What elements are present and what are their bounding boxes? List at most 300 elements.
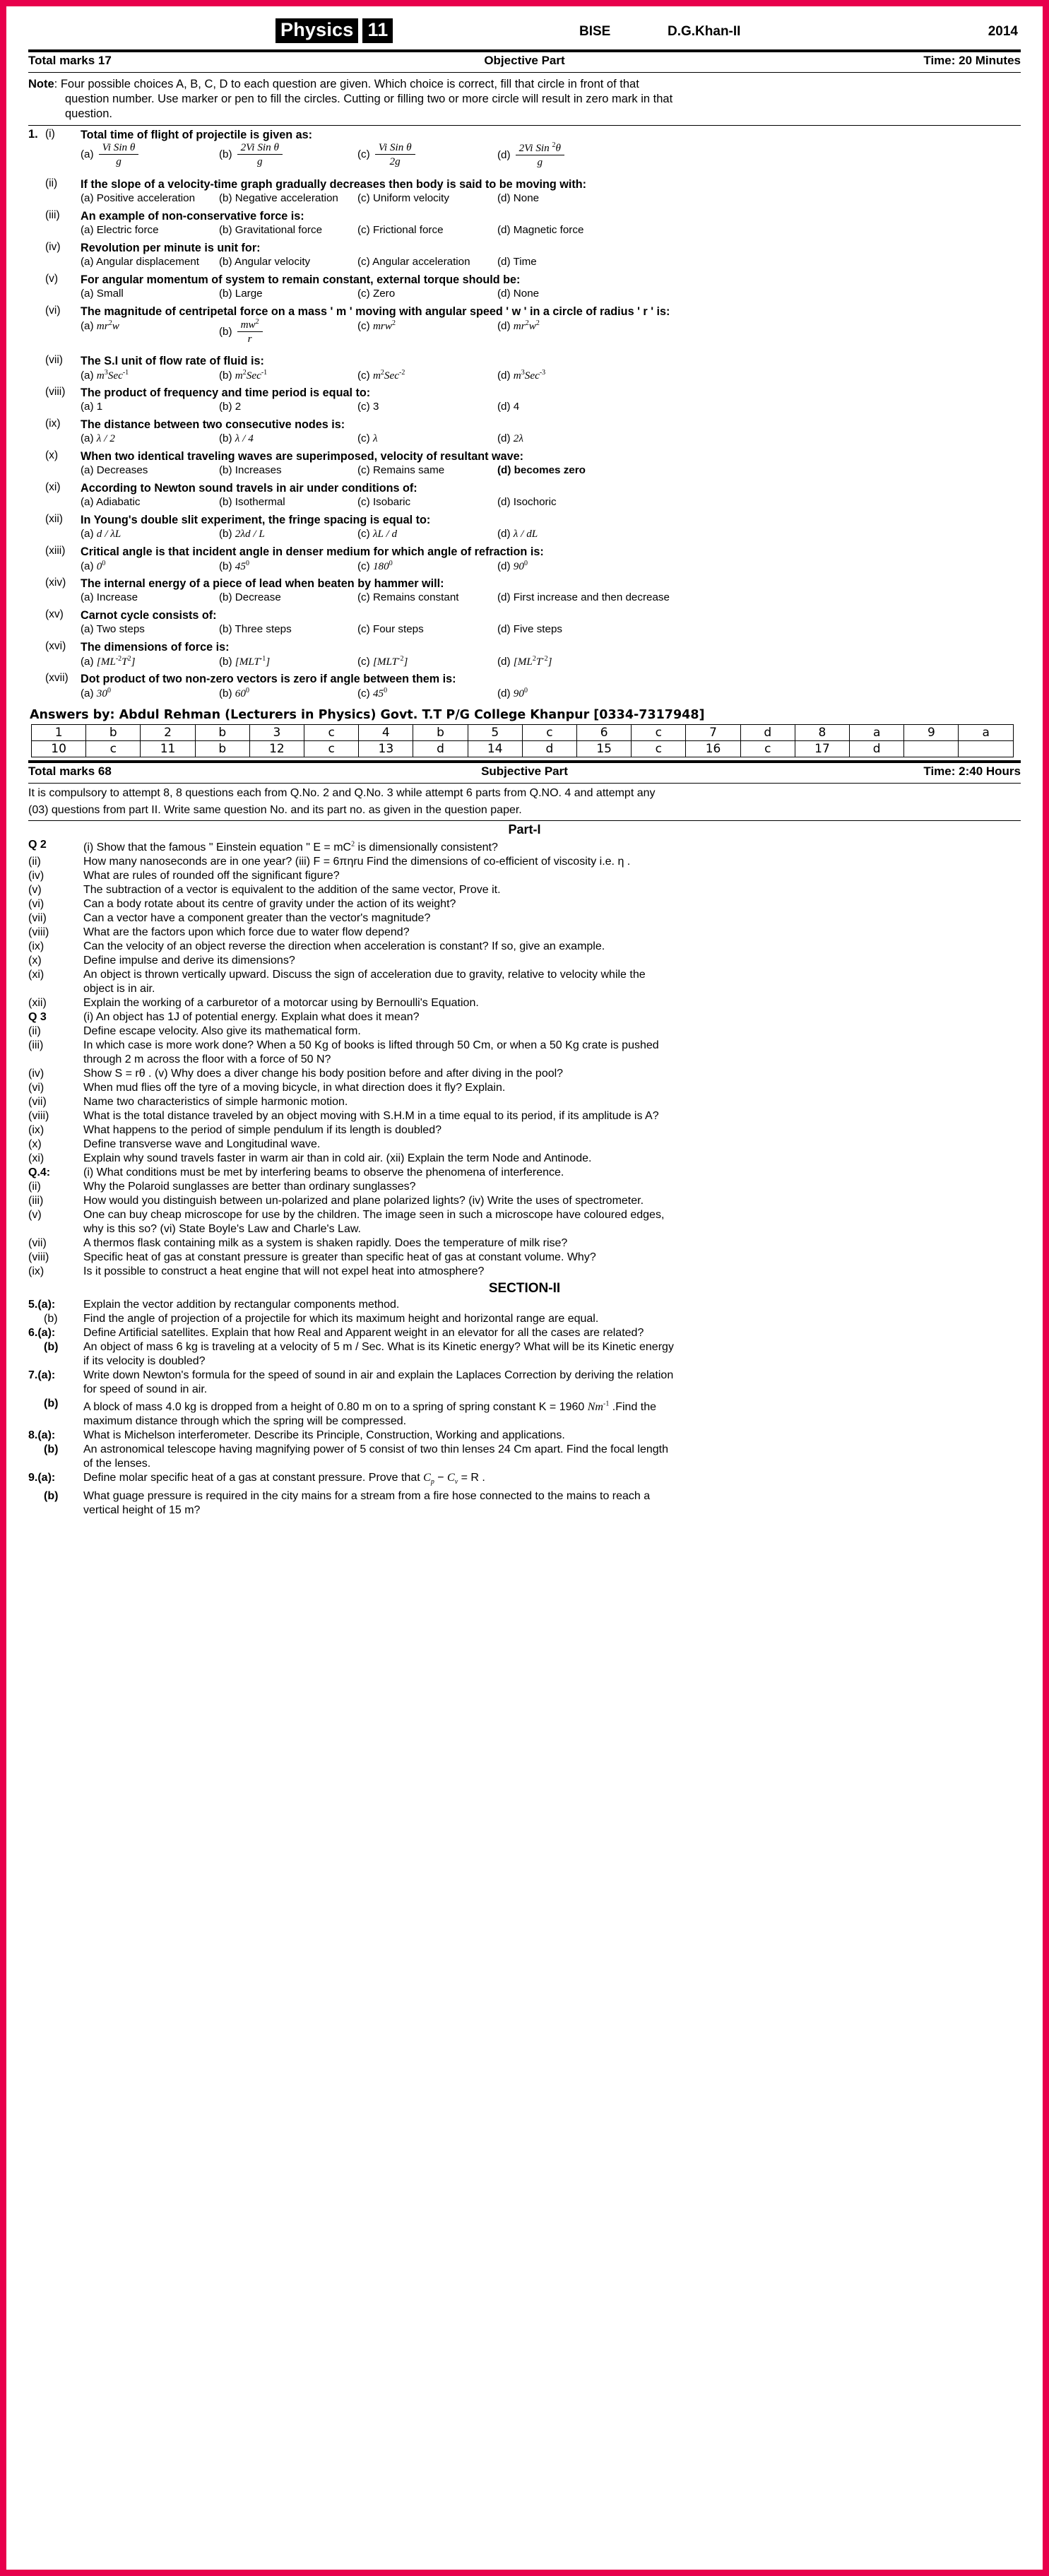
section2-item bbox=[28, 1471, 1021, 1489]
section2-item-tag: 6.(a): bbox=[28, 1327, 56, 1340]
mcq-option[interactable]: (b) $\frac{mw^2}{r}$ bbox=[219, 318, 263, 345]
answer-key-cell: b bbox=[195, 725, 249, 741]
mcq-option[interactable]: (a) $30^0$ bbox=[81, 687, 111, 700]
section2-item bbox=[28, 1457, 1021, 1471]
subjective-item bbox=[28, 1138, 1021, 1152]
part1-rule bbox=[28, 820, 1021, 821]
subjective-item-tag: (v) bbox=[28, 884, 42, 897]
mcq-question-text: Critical angle is that incident angle in denser medium for which angle of refraction is: bbox=[81, 545, 544, 558]
section2-item-tag: (b) bbox=[44, 1398, 59, 1410]
subjective-item-tag: (viii) bbox=[28, 1251, 49, 1264]
answer-key-row bbox=[32, 725, 1014, 741]
mcq-options bbox=[81, 401, 1021, 415]
subjective-item-text: (i) What conditions must be met by interfering beams to observe the phenomena of interference. bbox=[83, 1166, 564, 1179]
section2-item-tag: (b) bbox=[44, 1313, 58, 1325]
mcq-option[interactable]: (d) Time bbox=[497, 256, 537, 268]
answer-key-cell: b bbox=[195, 741, 249, 757]
subjective-item bbox=[28, 1081, 1021, 1095]
answer-key-cell: b bbox=[413, 725, 468, 741]
section2-item-text: Explain the vector addition by rectangular components method. bbox=[83, 1299, 400, 1311]
answer-key-cell: c bbox=[632, 741, 686, 757]
subjective-item-text: Define impulse and derive its dimensions? bbox=[83, 955, 295, 967]
mcq-question-text: The distance between two consecutive nodes is: bbox=[81, 418, 345, 431]
mcq-option[interactable]: (a) Small bbox=[81, 288, 124, 300]
subjective-item-text: Explain the working of a carburetor of a motorcar using by Bernoulli's Equation. bbox=[83, 997, 479, 1010]
year-label: 2014 bbox=[988, 24, 1018, 39]
answer-key-cell: 4 bbox=[359, 725, 413, 741]
subjective-item-text: Define escape velocity. Also give its mathematical form. bbox=[83, 1025, 361, 1038]
section2-item-tag: (b) bbox=[44, 1489, 59, 1502]
mcq-question bbox=[28, 273, 1021, 302]
mcq-question bbox=[28, 209, 1021, 239]
subjective-item-tag: (x) bbox=[28, 955, 42, 967]
mcq-question-text: An example of non-conservative force is: bbox=[81, 210, 304, 223]
mcq-options bbox=[81, 687, 1021, 702]
subjective-item-text: Name two characteristics of simple harmonic motion. bbox=[83, 1096, 348, 1109]
section2-item bbox=[28, 1340, 1021, 1354]
subjective-item-text: In which case is more work done? When a 50 Kg of books is lifted through 50 Cm, or when a 50 Kg crate is pushed bbox=[83, 1039, 659, 1052]
answer-key-cell bbox=[904, 741, 959, 757]
mcq-option[interactable]: (d) 2λ bbox=[497, 432, 523, 444]
subjective-rule bbox=[28, 783, 1021, 784]
subjective-item bbox=[28, 1067, 1021, 1081]
answer-key-cell: 9 bbox=[904, 725, 959, 741]
subjective-item-text: What happens to the period of simple pendulum if its length is doubled? bbox=[83, 1124, 441, 1137]
answer-key-cell: 10 bbox=[32, 741, 86, 757]
answer-key-cell: 6 bbox=[577, 725, 632, 741]
subjective-item-tag: (viii) bbox=[28, 926, 49, 939]
subjective-item-tag: (iii) bbox=[28, 1039, 44, 1052]
section2-heading: SECTION-II bbox=[488, 1281, 561, 1296]
answer-key-cell: 7 bbox=[686, 725, 740, 741]
mcq-option[interactable]: (c) $45^0$ bbox=[357, 687, 388, 700]
subjective-item-text: (i) Show that the famous " Einstein equation " $E = mC^2$ is dimensionally consistent? bbox=[83, 841, 498, 854]
subjective-item bbox=[28, 869, 1021, 883]
mcq-options bbox=[81, 623, 1021, 638]
mcq-options bbox=[81, 192, 1021, 207]
mcq-roman-number: (xv) bbox=[45, 608, 64, 620]
mcq-question-text: The dimensions of force is: bbox=[81, 641, 230, 654]
mcq-option[interactable]: (a) $\frac{\text{Vi Sin θ}}{g}$ bbox=[81, 141, 138, 167]
mcq-roman-number: (xvii) bbox=[45, 672, 69, 684]
subjective-item-tag: (viii) bbox=[28, 1110, 49, 1123]
section2-item bbox=[28, 1443, 1021, 1457]
district-label: D.G.Khan-II bbox=[668, 24, 741, 39]
mcq-option[interactable]: (b) Large bbox=[219, 288, 263, 300]
mcq-option[interactable]: (d) $mr^2w^2$ bbox=[497, 319, 540, 333]
mcq-options bbox=[81, 288, 1021, 302]
mcq-option[interactable]: (c) Zero bbox=[357, 288, 396, 300]
mcq-roman-number: (i) bbox=[45, 128, 55, 140]
answer-key-cell: a bbox=[959, 725, 1013, 741]
subjective-item bbox=[28, 1109, 1021, 1123]
mcq-option[interactable]: (c) Angular acceleration bbox=[357, 256, 470, 268]
mcq-option[interactable]: (a) Electric force bbox=[81, 224, 159, 236]
subjective-instruction-2: (03) questions from part II. Write same question No. and its part no. as given in the question paper. bbox=[28, 804, 522, 816]
subjective-item-tag: (iii) bbox=[28, 1195, 44, 1207]
subjective-item-text: Is it possible to construct a heat engine that will not expel heat into atmosphere? bbox=[83, 1265, 485, 1278]
mcq-option[interactable]: (b) Isothermal bbox=[219, 496, 285, 508]
section2-item-text: Write down Newton's formula for the speed of sound in air and explain the Laplaces Correction by deriving the relation bbox=[83, 1369, 674, 1382]
mcq-roman-number: (ii) bbox=[45, 177, 58, 189]
mcq-question bbox=[28, 241, 1021, 271]
subjective-item-text: (i) An object has 1J of potential energy. Explain what does it mean? bbox=[83, 1011, 420, 1024]
section2-questions bbox=[28, 1298, 1021, 1518]
mcq-option[interactable]: (d) $m^3Sec^{-3}$ bbox=[497, 369, 546, 382]
subjective-item-tag: Q 3 bbox=[28, 1011, 47, 1024]
mcq-option[interactable]: (c) $\frac{\text{Vi Sin θ}}{2g}$ bbox=[357, 141, 415, 167]
mcq-option[interactable]: (c) Frictional force bbox=[357, 224, 444, 236]
mcq-option[interactable]: (b) Decrease bbox=[219, 591, 281, 603]
note-bottom-rule bbox=[28, 125, 1021, 126]
paper-header bbox=[28, 17, 1021, 49]
subjective-item bbox=[28, 940, 1021, 954]
subjective-item bbox=[28, 1095, 1021, 1109]
subjective-item-tag: (xi) bbox=[28, 1152, 45, 1165]
answer-key-cell: c bbox=[522, 725, 576, 741]
answer-key-row bbox=[32, 741, 1014, 757]
subjective-item-text: Can the velocity of an object reverse the direction when acceleration is constant? If so, give an example. bbox=[83, 940, 605, 953]
mcq-roman-number: (x) bbox=[45, 449, 59, 461]
subjective-item-tag: (vii) bbox=[28, 1237, 47, 1250]
answer-key-cell: d bbox=[740, 725, 795, 741]
mcq-main-number: 1. bbox=[28, 128, 38, 141]
section2-item-text: Define Artificial satellites. Explain that how Real and Apparent weight in an elevator for all the cases are related? bbox=[83, 1327, 644, 1340]
section2-item-text: An astronomical telescope having magnifying power of 5 consist of two thin lenses 24 Cm apart. Find the focal length bbox=[83, 1443, 669, 1455]
mcq-option[interactable]: (c) Uniform velocity bbox=[357, 192, 449, 204]
mcq-option[interactable]: (a) Decreases bbox=[81, 464, 148, 476]
subjective-item-text: A thermos flask containing milk as a system is shaken rapidly. Does the temperature of milk rise? bbox=[83, 1237, 568, 1250]
subject-badge bbox=[275, 18, 393, 43]
section2-item bbox=[28, 1312, 1021, 1326]
mcq-option[interactable]: (b) 2λd / L bbox=[219, 528, 265, 540]
mcq-option[interactable]: (d) $90^0$ bbox=[497, 560, 528, 573]
subjective-item-text: Specific heat of gas at constant pressure is greater than specific heat of gas at constant volume. Why? bbox=[83, 1251, 596, 1264]
mcq-option[interactable]: (c) $180^0$ bbox=[357, 560, 393, 573]
subjective-item bbox=[28, 1152, 1021, 1166]
subjective-item bbox=[28, 1265, 1021, 1279]
mcq-roman-number: (xvi) bbox=[45, 640, 66, 652]
mcq-option[interactable]: (d) 4 bbox=[497, 401, 520, 413]
note-line-2: question number. Use marker or pen to fill the circles. Cutting or filling two or more circle will result in zero mark in that bbox=[65, 93, 673, 105]
subjective-item-text: Show S = rθ . (v) Why does a diver change his body position before and after diving in the pool? bbox=[83, 1068, 564, 1080]
subjective-item bbox=[28, 1236, 1021, 1251]
subjective-item bbox=[28, 1053, 1021, 1067]
mcq-option[interactable]: (a) Positive acceleration bbox=[81, 192, 196, 204]
answer-key-cell: c bbox=[304, 741, 359, 757]
mcq-option[interactable]: (b) $m^2Sec^{-1}$ bbox=[219, 369, 268, 382]
subjective-item-tag: (vi) bbox=[28, 898, 45, 911]
note-line-1: : Four possible choices A, B, C, D to each question are given. Which choice is correct, fill that circle in front of that bbox=[54, 78, 639, 90]
section2-item-text: Find the angle of projection of a projectile for which its maximum height and horizontal range are equal. bbox=[83, 1313, 599, 1325]
mcq-option[interactable]: (d) First increase and then decrease bbox=[497, 591, 670, 603]
mcq-option[interactable]: (c) mrw$^2$ bbox=[357, 319, 396, 333]
mcq-question bbox=[28, 608, 1021, 638]
mcq-option[interactable]: (d) λ / dL bbox=[497, 528, 538, 540]
class-label: 11 bbox=[362, 18, 393, 43]
subjective-divider bbox=[28, 760, 1021, 763]
mcq-option[interactable]: (a) $0^0$ bbox=[81, 560, 106, 573]
answer-key-cell: 3 bbox=[249, 725, 304, 741]
section2-item bbox=[28, 1489, 1021, 1503]
mcq-question bbox=[28, 513, 1021, 543]
answer-key-cell: c bbox=[740, 741, 795, 757]
mcq-question-text: Revolution per minute is unit for: bbox=[81, 242, 261, 254]
subjective-item bbox=[28, 883, 1021, 897]
subjective-item-text: When mud flies off the tyre of a moving bicycle, in what direction does it fly? Explain. bbox=[83, 1082, 506, 1094]
mcq-question-text: Carnot cycle consists of: bbox=[81, 609, 217, 622]
mcq-option[interactable]: (d) $90^0$ bbox=[497, 687, 528, 700]
mcq-option[interactable]: (b) λ / 4 bbox=[219, 432, 254, 444]
answer-key-cell: 1 bbox=[32, 725, 86, 741]
mcq-roman-number: (vi) bbox=[45, 305, 61, 317]
mcq-option[interactable]: (a) Adiabatic bbox=[81, 496, 141, 508]
mcq-option[interactable]: (b) $\frac{\text{2Vi Sin θ}}{g}$ bbox=[219, 141, 283, 167]
subjective-item bbox=[28, 1222, 1021, 1236]
mcq-option[interactable]: (b) Angular velocity bbox=[219, 256, 311, 268]
mcq-roman-number: (ix) bbox=[45, 418, 61, 430]
subjective-item bbox=[28, 897, 1021, 911]
mcq-option[interactable]: (c) λ bbox=[357, 432, 378, 444]
subjective-item-text: Can a body rotate about its centre of gravity under the action of its weight? bbox=[83, 898, 456, 911]
subjective-item bbox=[28, 926, 1021, 940]
section2-item-tag: (b) bbox=[44, 1341, 59, 1354]
mcq-option[interactable]: (b) $[MLT^{-1}]$ bbox=[219, 655, 271, 668]
subjective-total-marks: Total marks 68 bbox=[28, 764, 112, 778]
mcq-option[interactable]: (b) Three steps bbox=[219, 623, 292, 635]
mcq-question-text: The product of frequency and time period is equal to: bbox=[81, 386, 371, 399]
mcq-options bbox=[81, 369, 1021, 384]
mcq-question bbox=[28, 577, 1021, 606]
subjective-item-text: An object is thrown vertically upward. Discuss the sign of acceleration due to gravity, relative to velocity while the bbox=[83, 969, 646, 981]
mcq-question-text: The magnitude of centripetal force on a mass ' m ' moving with angular speed ' w ' in a circle of radius ' r ' is: bbox=[81, 305, 670, 318]
subjective-item-text: through 2 m across the floor with a force of 50 N? bbox=[83, 1053, 331, 1066]
section2-item-text: vertical height of 15 m? bbox=[83, 1503, 201, 1516]
section2-item-text: of the lenses. bbox=[83, 1457, 151, 1470]
section2-item-text: What guage pressure is required in the city mains for a stream from a fire hose connected to the mains to reach a bbox=[83, 1489, 651, 1502]
mcq-option[interactable]: (d) Magnetic force bbox=[497, 224, 584, 236]
mcq-option[interactable]: (d) $\frac{2Vi Sin ^2\theta}{g}$ bbox=[497, 141, 564, 168]
objective-time: Time: 20 Minutes bbox=[923, 54, 1021, 67]
answer-key-cell: c bbox=[632, 725, 686, 741]
answer-key-cell: d bbox=[522, 741, 576, 757]
subject-label: Physics bbox=[275, 18, 358, 43]
mcq-question-text: Dot product of two non-zero vectors is zero if angle between them is: bbox=[81, 673, 456, 685]
subjective-item-tag: (ix) bbox=[28, 1124, 45, 1137]
subjective-item-tag: (vii) bbox=[28, 1096, 47, 1109]
mcq-option[interactable]: (d) Isochoric bbox=[497, 496, 557, 508]
answer-key-cell bbox=[959, 741, 1013, 757]
answer-key-cell: 14 bbox=[468, 741, 522, 757]
subjective-item-tag: (iv) bbox=[28, 1068, 45, 1080]
subjective-item bbox=[28, 911, 1021, 926]
subjective-item-tag: (xii) bbox=[28, 997, 47, 1010]
note-label: Note bbox=[28, 78, 54, 90]
subjective-item-tag: Q.4: bbox=[28, 1166, 51, 1179]
mcq-question-text: The S.I unit of flow rate of fluid is: bbox=[81, 355, 264, 367]
subjective-item-text: Define transverse wave and Longitudinal wave. bbox=[83, 1138, 321, 1151]
answer-key-cell: 8 bbox=[795, 725, 849, 741]
section2-item-tag: 9.(a): bbox=[28, 1471, 56, 1484]
subjective-item bbox=[28, 996, 1021, 1010]
subjective-item-tag: (ix) bbox=[28, 940, 45, 953]
subjective-questions bbox=[28, 838, 1021, 1279]
mcq-option[interactable]: (a) d / λL bbox=[81, 528, 122, 540]
mcq-roman-number: (vii) bbox=[45, 354, 63, 366]
subjective-item bbox=[28, 1010, 1021, 1024]
mcq-roman-number: (iv) bbox=[45, 241, 61, 253]
answer-key-cell: 11 bbox=[141, 741, 195, 757]
answer-key-cell: 13 bbox=[359, 741, 413, 757]
mcq-options bbox=[81, 560, 1021, 574]
mcq-question-text: According to Newton sound travels in air under conditions of: bbox=[81, 482, 417, 495]
answer-key-table bbox=[31, 724, 1014, 757]
mcq-option[interactable]: (c) Four steps bbox=[357, 623, 424, 635]
mcq-option[interactable]: (b) Gravitational force bbox=[219, 224, 323, 236]
subjective-item-tag: (xi) bbox=[28, 969, 45, 981]
note-block bbox=[28, 74, 1021, 124]
answer-key-cell: d bbox=[850, 741, 904, 757]
subjective-item-tag: (ii) bbox=[28, 856, 41, 868]
mcq-option[interactable]: (a) λ / 2 bbox=[81, 432, 115, 444]
subjective-item bbox=[28, 1039, 1021, 1053]
answers-credit: Answers by: Abdul Rehman (Lecturers in Physics) Govt. T.T P/G College Khanpur [0334-7317948] bbox=[30, 708, 705, 722]
subjective-item bbox=[28, 838, 1021, 855]
section2-item bbox=[28, 1429, 1021, 1443]
mcq-option[interactable]: (a) Two steps bbox=[81, 623, 145, 635]
answer-key-cell: c bbox=[86, 741, 141, 757]
section2-item bbox=[28, 1298, 1021, 1312]
note-line-3: question. bbox=[65, 107, 112, 120]
mcq-option[interactable]: (b) $45^0$ bbox=[219, 560, 249, 573]
mcq-option[interactable]: (a) Increase bbox=[81, 591, 138, 603]
subjective-time: Time: 2:40 Hours bbox=[923, 764, 1021, 778]
section2-item-text: maximum distance through which the spring will be compressed. bbox=[83, 1414, 407, 1427]
subjective-item bbox=[28, 1166, 1021, 1180]
mcq-options bbox=[81, 224, 1021, 239]
objective-info-band bbox=[28, 54, 1021, 71]
section2-item-text: An object of mass 6 kg is traveling at a velocity of 5 m / Sec. What is its Kinetic energy? What will be its Kinetic energy bbox=[83, 1341, 674, 1354]
mcq-option[interactable]: (a) $[ML^{-2}T^2]$ bbox=[81, 655, 136, 668]
mcq-option[interactable]: (a) Angular displacement bbox=[81, 256, 199, 268]
answer-key-cell: d bbox=[413, 741, 468, 757]
section2-item-tag: 8.(a): bbox=[28, 1429, 56, 1441]
subjective-instruction-1: It is compulsory to attempt 8, 8 questions each from Q.No. 2 and Q.No. 3 while attempt 6 parts from Q.NO. 4 and attempt any bbox=[28, 787, 656, 799]
answer-key-cell: b bbox=[86, 725, 141, 741]
subjective-item bbox=[28, 855, 1021, 869]
section2-item-text: What is Michelson interferometer. Describe its Principle, Construction, Working and applications. bbox=[83, 1429, 565, 1441]
mcq-question bbox=[28, 481, 1021, 511]
header-divider bbox=[28, 49, 1021, 52]
part1-heading: Part-I bbox=[508, 822, 541, 837]
section2-item-tag: (b) bbox=[44, 1443, 59, 1455]
section2-item bbox=[28, 1354, 1021, 1369]
mcq-option[interactable]: (b) $60^0$ bbox=[219, 687, 249, 700]
exam-paper-sheet bbox=[13, 13, 1036, 2563]
subjective-item-tag: Q 2 bbox=[28, 839, 47, 851]
mcq-option[interactable]: (c) 3 bbox=[357, 401, 379, 413]
mcq-option[interactable]: (b) Increases bbox=[219, 464, 282, 476]
mcq-option[interactable]: (a) $mr^2w$ bbox=[81, 319, 119, 333]
mcq-roman-number: (v) bbox=[45, 273, 59, 285]
mcq-option[interactable]: (b) Negative acceleration bbox=[219, 192, 338, 204]
subjective-item-text: One can buy cheap microscope for use by the children. The image seen in such a microscope have coloured edges, bbox=[83, 1209, 665, 1222]
answer-key-cell: 17 bbox=[795, 741, 849, 757]
mcq-option[interactable]: (a) 1 bbox=[81, 401, 103, 413]
mcq-options bbox=[81, 655, 1021, 670]
answer-key-cell: a bbox=[850, 725, 904, 741]
answer-key-cell: 16 bbox=[686, 741, 740, 757]
subjective-item bbox=[28, 1251, 1021, 1265]
section2-item-tag: 7.(a): bbox=[28, 1369, 56, 1382]
mcq-question bbox=[28, 354, 1021, 384]
subjective-item bbox=[28, 982, 1021, 996]
mcq-option[interactable]: (a) $m^3Sec^{-1}$ bbox=[81, 369, 129, 382]
mcq-options bbox=[81, 496, 1021, 511]
mcq-option[interactable]: (d) None bbox=[497, 288, 540, 300]
mcq-option[interactable]: (c) λL / d bbox=[357, 528, 398, 540]
subjective-item-text: Why the Polaroid sunglasses are better than ordinary sunglasses? bbox=[83, 1181, 416, 1193]
answer-key-cell: 12 bbox=[249, 741, 304, 757]
mcq-question bbox=[28, 418, 1021, 447]
mcq-options bbox=[81, 256, 1021, 271]
subjective-part-label: Subjective Part bbox=[481, 764, 568, 778]
mcq-option[interactable]: (c) Isobaric bbox=[357, 496, 411, 508]
mcq-options bbox=[81, 432, 1021, 447]
mcq-options bbox=[81, 143, 1021, 175]
mcq-option[interactable]: (b) 2 bbox=[219, 401, 242, 413]
section2-item bbox=[28, 1397, 1021, 1414]
objective-part-label: Objective Part bbox=[484, 54, 565, 67]
subjective-info-band bbox=[28, 764, 1021, 781]
subjective-item-text: What is the total distance traveled by an object moving with S.H.M in a time equal to its period, if its amplitude is A? bbox=[83, 1110, 659, 1123]
subjective-item-tag: (iv) bbox=[28, 870, 45, 882]
mcq-option[interactable]: (d) None bbox=[497, 192, 540, 204]
mcq-roman-number: (iii) bbox=[45, 209, 60, 221]
answer-key-cell: 5 bbox=[468, 725, 522, 741]
subjective-item-text: What are the factors upon which force due to water flow depend? bbox=[83, 926, 410, 939]
mcq-option[interactable]: (c) Remains same bbox=[357, 464, 445, 476]
mcq-option[interactable]: (d) becomes zero bbox=[497, 464, 586, 476]
mcq-question-text: In Young's double slit experiment, the fringe spacing is equal to: bbox=[81, 514, 431, 526]
mcq-question bbox=[28, 177, 1021, 207]
board-label: BISE bbox=[579, 24, 611, 39]
subjective-item-text: What are rules of rounded off the significant figure? bbox=[83, 870, 340, 882]
section2-item bbox=[28, 1383, 1021, 1397]
mcq-question bbox=[28, 640, 1021, 670]
mcq-option[interactable]: (c) $m^2Sec^{-2}$ bbox=[357, 369, 405, 382]
subjective-item-text: Can a vector have a component greater than the vector's magnitude? bbox=[83, 912, 431, 925]
mcq-option[interactable]: (c) Remains constant bbox=[357, 591, 459, 603]
mcq-option[interactable]: (d) Five steps bbox=[497, 623, 562, 635]
section2-item bbox=[28, 1414, 1021, 1429]
section2-item-text: if its velocity is doubled? bbox=[83, 1355, 206, 1368]
mcq-question bbox=[28, 545, 1021, 574]
mcq-option[interactable]: (d) $[ML^2T^{-2}]$ bbox=[497, 655, 552, 668]
mcq-options bbox=[81, 591, 1021, 606]
mcq-question-text: The internal energy of a piece of lead when beaten by hammer will: bbox=[81, 577, 444, 590]
subjective-item-tag: (v) bbox=[28, 1209, 42, 1222]
mcq-option[interactable]: (c) $[MLT^{-2}]$ bbox=[357, 655, 408, 668]
answer-key-cell: 15 bbox=[577, 741, 632, 757]
section2-item-text: for speed of sound in air. bbox=[83, 1383, 208, 1396]
mcq-roman-number: (xiv) bbox=[45, 577, 66, 589]
mcq-roman-number: (xi) bbox=[45, 481, 61, 493]
mcq-options bbox=[81, 319, 1021, 352]
mcq-roman-number: (xii) bbox=[45, 513, 63, 525]
subjective-item-text: The subtraction of a vector is equivalent to the addition of the same vector, Prove it. bbox=[83, 884, 501, 897]
answer-key-cell: c bbox=[304, 725, 359, 741]
